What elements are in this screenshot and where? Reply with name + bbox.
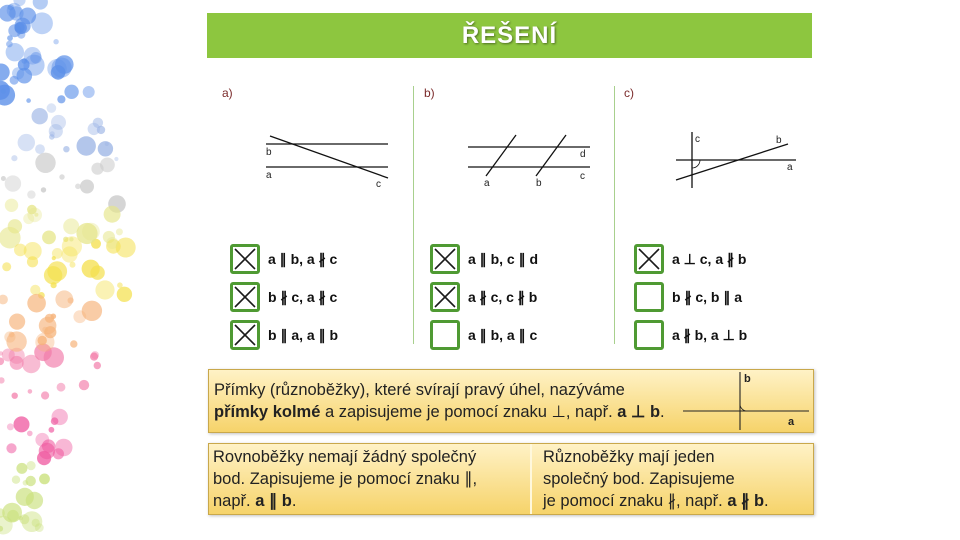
bubble	[33, 0, 48, 10]
option-label: a ∦ b, a ⊥ b	[672, 327, 748, 343]
bubble	[18, 134, 35, 151]
bubble	[32, 108, 48, 124]
bubble	[91, 163, 103, 175]
parallel-example: a ∥ b	[255, 492, 292, 510]
label-a: a	[484, 178, 490, 189]
bubble	[31, 12, 53, 34]
bubble	[9, 314, 25, 330]
checkbox[interactable]	[230, 320, 260, 350]
bubble	[117, 282, 123, 288]
bubble	[0, 63, 10, 80]
checkbox[interactable]	[230, 244, 260, 274]
intersecting-line-3-end: .	[764, 492, 769, 510]
checkbox[interactable]	[634, 320, 664, 350]
intersecting-definition	[543, 446, 769, 512]
bubble	[6, 43, 24, 61]
bubble	[64, 85, 78, 99]
checkbox[interactable]	[230, 282, 260, 312]
option-label: a ∥ b, a ∦ c	[268, 251, 338, 267]
option-label: a ∥ b, c ∥ d	[468, 251, 539, 267]
bubble	[39, 474, 50, 485]
parallel-line-1: Rovnoběžky nemají žádný společný	[213, 448, 477, 466]
bubble	[6, 443, 16, 453]
column-divider	[614, 86, 615, 344]
bubble	[55, 55, 74, 74]
bubble	[75, 184, 81, 190]
bubble	[12, 476, 20, 484]
bubble	[53, 448, 64, 459]
bubble	[1, 176, 6, 181]
bubble	[41, 187, 46, 192]
bubble	[0, 295, 8, 305]
checkbox[interactable]	[430, 282, 460, 312]
bubble	[57, 383, 66, 392]
bubble	[117, 287, 132, 302]
bubble	[95, 280, 114, 299]
label-b: b	[776, 135, 782, 146]
bubble	[69, 237, 73, 241]
bubble	[27, 190, 35, 198]
checkbox[interactable]	[430, 244, 460, 274]
label-c: c	[695, 134, 700, 145]
bubble	[59, 174, 64, 179]
parallel-line-3-end: .	[291, 492, 297, 510]
parallel-definition	[213, 446, 477, 512]
bubble	[27, 208, 42, 223]
bubble	[7, 423, 14, 430]
bubble	[52, 248, 63, 259]
check-x-icon	[233, 323, 257, 347]
bubble	[27, 431, 33, 437]
intersecting-line-3	[543, 490, 769, 512]
option-label: a ∦ c, c ∦ b	[468, 289, 538, 305]
label-a: a	[266, 170, 272, 181]
term-perpendicular: přímky kolmé	[214, 403, 321, 421]
bubble	[11, 155, 17, 161]
bubble	[90, 266, 104, 280]
definition-text-mid: a zapisujeme je pomocí znaku ⊥, např.	[320, 403, 618, 421]
bubble	[94, 362, 101, 369]
angle-mark	[692, 160, 700, 168]
bubble	[27, 294, 46, 313]
bubble	[82, 301, 102, 321]
parallel-line-2: bod. Zapisujeme je pomocí znaku ∥,	[213, 470, 478, 488]
bubble	[9, 6, 23, 20]
bubble	[55, 290, 73, 308]
line-c	[270, 136, 388, 178]
bubble	[80, 180, 94, 194]
option-label: b ∦ c, b ∥ a	[672, 289, 743, 305]
checkbox[interactable]	[634, 244, 664, 274]
bubble	[24, 242, 42, 260]
parallel-line-3	[213, 490, 477, 512]
bubble	[44, 266, 62, 284]
line-b	[536, 135, 566, 176]
label-a: a	[787, 162, 793, 173]
bubble	[35, 153, 55, 173]
check-x-icon	[433, 285, 457, 309]
bubble	[12, 393, 18, 399]
check-x-icon	[233, 247, 257, 271]
intersecting-line-3-pre: je pomocí znaku ∦, např.	[543, 492, 728, 510]
bubble	[16, 463, 27, 474]
label-a: a	[788, 416, 795, 428]
label-b: b	[744, 373, 751, 385]
label-b: b	[266, 147, 272, 158]
bubble	[42, 231, 56, 245]
bubble	[53, 39, 58, 44]
perpendicular-definition-panel	[208, 369, 814, 433]
parallel-intersecting-panel	[208, 443, 814, 515]
bubble	[79, 380, 89, 390]
column-a-label: a)	[222, 86, 233, 100]
label-c: c	[376, 179, 381, 190]
bubble	[93, 118, 103, 128]
definition-line-2	[214, 401, 665, 423]
bubble	[106, 237, 118, 249]
bubble	[22, 355, 40, 373]
intersecting-example: a ∦ b	[727, 492, 765, 510]
definition-text	[214, 379, 665, 423]
label-b: b	[536, 178, 542, 189]
line-b	[676, 144, 788, 180]
diagram-a	[258, 126, 398, 196]
diagram-b	[462, 130, 602, 192]
option-label: a ⊥ c, a ∦ b	[672, 251, 747, 267]
bubble	[17, 68, 33, 84]
option-label: a ∥ b, a ∥ c	[468, 327, 538, 343]
intersecting-line-2: společný bod. Zapisujeme	[543, 470, 735, 488]
column-divider	[413, 86, 414, 344]
bubble	[116, 238, 136, 258]
bubble	[26, 461, 35, 470]
decorative-bubbles	[0, 0, 140, 540]
checkbox[interactable]	[430, 320, 460, 350]
diagram-c	[670, 128, 810, 192]
bubble	[77, 136, 96, 155]
option-label: b ∦ c, a ∦ c	[268, 289, 338, 305]
label-d: d	[580, 149, 586, 160]
bubble	[57, 95, 65, 103]
check-x-icon	[637, 247, 661, 271]
bubble	[26, 476, 36, 486]
column-b-label: b)	[424, 86, 435, 100]
column-c-label: c)	[624, 86, 634, 100]
bubble	[35, 144, 45, 154]
bubble	[28, 389, 33, 394]
bubble	[41, 391, 49, 399]
bubble	[51, 314, 57, 320]
bubble	[70, 340, 77, 347]
check-x-icon	[233, 285, 257, 309]
bubble	[30, 285, 40, 295]
bubble	[7, 35, 13, 41]
definition-line-1: Přímky (různoběžky), které svírají pravý úhel, nazýváme	[214, 381, 625, 399]
bubble	[47, 103, 57, 113]
bubble	[104, 206, 121, 223]
panel-separator	[530, 444, 532, 514]
label-c: c	[580, 171, 585, 182]
bubble	[70, 262, 76, 268]
bubble	[5, 199, 18, 212]
checkbox[interactable]	[634, 282, 664, 312]
example-notation: a ⊥ b	[617, 403, 661, 421]
bubble	[14, 416, 30, 432]
perpendicular-diagram	[677, 370, 813, 432]
bubble	[52, 409, 68, 425]
bubble	[16, 488, 34, 506]
bubble	[82, 223, 100, 241]
page-title: ŘEŠENÍ	[207, 13, 812, 58]
bubble	[91, 351, 99, 359]
check-x-icon	[433, 247, 457, 271]
bubble	[114, 157, 118, 161]
bubble	[63, 146, 69, 152]
bubble	[26, 98, 31, 103]
bubble	[6, 331, 26, 351]
bubble	[35, 523, 44, 532]
bubble	[0, 377, 5, 383]
bubble	[51, 115, 66, 130]
definition-text-end: .	[660, 403, 665, 421]
bubble	[116, 228, 123, 235]
bubble	[83, 86, 95, 98]
bubble	[61, 246, 77, 262]
bubble	[2, 262, 11, 271]
intersecting-line-1: Různoběžky mají jeden	[543, 448, 715, 466]
line-a	[486, 135, 516, 176]
bubble	[39, 443, 55, 459]
bubble	[49, 427, 55, 433]
bubble	[35, 333, 54, 352]
bubble	[98, 141, 113, 156]
option-label: b ∥ a, a ∥ b	[268, 327, 339, 343]
bubble	[8, 219, 22, 233]
parallel-line-3-pre: např.	[213, 492, 256, 510]
bubble	[50, 131, 55, 136]
bubble	[5, 175, 21, 191]
